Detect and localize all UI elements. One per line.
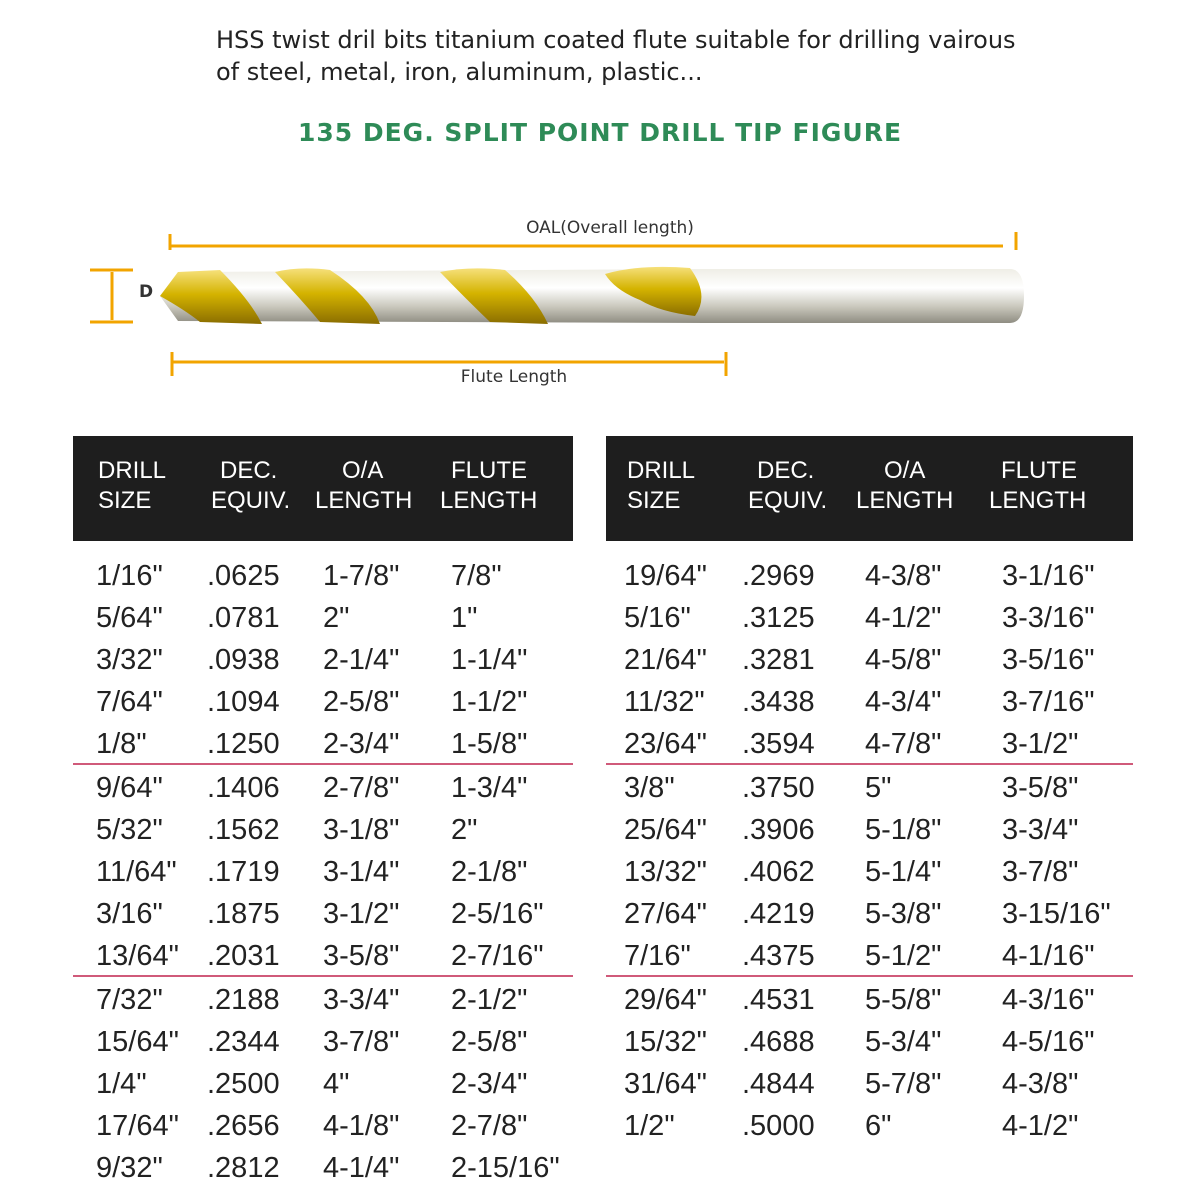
oa-length-cell: 2-5/8" [323, 686, 400, 718]
oa-length-cell: 2" [323, 602, 350, 634]
drill-size-cell: 15/64" [96, 1026, 179, 1058]
oa-length-cell: 4-3/8" [865, 560, 942, 592]
drill-size-cell: 1/16" [96, 560, 163, 592]
intro-line-2: of steel, metal, iron, aluminum, plastic... [216, 58, 703, 86]
drill-size-cell: 9/64" [96, 772, 163, 804]
oa-length-cell: 3-7/8" [323, 1026, 400, 1058]
dec-equiv-cell: .4219 [742, 898, 815, 930]
header-drill-size: DRILL SIZE [98, 457, 167, 514]
table-row [606, 977, 1133, 1019]
drill-size-cell: 19/64" [624, 560, 707, 592]
dec-equiv-cell: .2812 [207, 1152, 280, 1184]
dec-equiv-cell: .0625 [207, 560, 280, 592]
table-row [73, 765, 573, 807]
drill-bit-figure [0, 200, 1200, 400]
dec-equiv-cell: .2500 [207, 1068, 280, 1100]
dec-equiv-cell: .5000 [742, 1110, 815, 1142]
dec-equiv-cell: .3281 [742, 644, 815, 676]
flute-length-cell: 1-1/4" [451, 644, 528, 676]
table-row [606, 1019, 1133, 1061]
flute-length-cell: 2-7/16" [451, 940, 544, 972]
flute-length-cell: 4-1/16" [1002, 940, 1095, 972]
table-row [606, 891, 1133, 933]
flute-length-cell: 3-15/16" [1002, 898, 1111, 930]
flute-length-cell: 4-3/16" [1002, 984, 1095, 1016]
flute-length-cell: 3-7/16" [1002, 686, 1095, 718]
table-header [73, 436, 573, 541]
drill-size-cell: 11/64" [96, 856, 177, 888]
oa-length-cell: 4-3/4" [865, 686, 942, 718]
table-row [73, 891, 573, 933]
table-row [606, 807, 1133, 849]
header-oa-length: O/A LENGTH [856, 457, 954, 514]
oa-length-cell: 3-5/8" [323, 940, 400, 972]
flute-length-cell: 1-5/8" [451, 728, 528, 760]
drill-size-cell: 5/64" [96, 602, 163, 634]
table-header [606, 436, 1133, 541]
dec-equiv-cell: .4531 [742, 984, 815, 1016]
table-row [606, 637, 1133, 679]
oa-length-cell: 4-1/2" [865, 602, 942, 634]
drill-size-cell: 1/4" [96, 1068, 147, 1100]
flute-length-cell: 3-1/2" [1002, 728, 1079, 760]
oa-length-cell: 4-1/4" [323, 1152, 400, 1184]
flute-length-cell: 4-5/16" [1002, 1026, 1095, 1058]
dec-equiv-cell: .0938 [207, 644, 280, 676]
flute-length-cell: 2-3/4" [451, 1068, 528, 1100]
flute-length-cell: 2-1/8" [451, 856, 528, 888]
drill-size-cell: 17/64" [96, 1110, 179, 1142]
drill-size-cell: 23/64" [624, 728, 707, 760]
drill-size-cell: 3/32" [96, 644, 163, 676]
oa-length-cell: 6" [865, 1110, 892, 1142]
flute-length-cell: 1-1/2" [451, 686, 528, 718]
header-flute-length: FLUTE LENGTH [989, 457, 1087, 514]
drill-size-cell: 27/64" [624, 898, 707, 930]
drill-size-cell: 1/8" [96, 728, 147, 760]
dec-equiv-cell: .3438 [742, 686, 815, 718]
drill-size-cell: 7/32" [96, 984, 163, 1016]
header-dec-equiv: DEC. EQUIV. [748, 457, 828, 514]
table-row [73, 933, 573, 977]
table-row [73, 595, 573, 637]
table-row [73, 849, 573, 891]
flute-length-cell: 1" [451, 602, 478, 634]
table-row [73, 679, 573, 721]
oa-length-cell: 3-1/2" [323, 898, 400, 930]
flute-length-cell: 4-1/2" [1002, 1110, 1079, 1142]
drill-size-cell: 7/16" [624, 940, 691, 972]
table-row [73, 1061, 573, 1103]
dec-equiv-cell: .1875 [207, 898, 280, 930]
oal-dimension [170, 214, 1016, 250]
drill-size-table-left [73, 436, 573, 1187]
dec-equiv-cell: .1094 [207, 686, 280, 718]
dec-equiv-cell: .1719 [207, 856, 280, 888]
dec-equiv-cell: .2031 [207, 940, 280, 972]
drill-size-cell: 21/64" [624, 644, 707, 676]
oa-length-cell: 4-1/8" [323, 1110, 400, 1142]
table-row [73, 807, 573, 849]
intro-line-1: HSS twist dril bits titanium coated flute suitable for drilling vairous [216, 26, 1016, 54]
table-row [606, 933, 1133, 977]
flute-dimension [172, 352, 726, 387]
drill-size-cell: 5/32" [96, 814, 163, 846]
table-row [606, 721, 1133, 765]
table-row [606, 765, 1133, 807]
dec-equiv-cell: .1562 [207, 814, 280, 846]
flute-length-cell: 1-3/4" [451, 772, 528, 804]
oa-length-cell: 5-1/2" [865, 940, 942, 972]
flute-length-cell: 2-7/8" [451, 1110, 528, 1142]
diameter-dimension [90, 270, 153, 322]
drill-size-cell: 13/32" [624, 856, 707, 888]
flute-length-cell: 3-1/16" [1002, 560, 1095, 592]
drill-size-table-right [606, 436, 1133, 1145]
intro-text [216, 24, 1036, 88]
drill-size-cell: 1/2" [624, 1110, 675, 1142]
table-row [73, 553, 573, 595]
oa-length-cell: 2-7/8" [323, 772, 400, 804]
table-row [606, 553, 1133, 595]
drill-size-cell: 5/16" [624, 602, 691, 634]
table-row [73, 1145, 573, 1187]
dec-equiv-cell: .0781 [207, 602, 280, 634]
table-row [606, 1103, 1133, 1145]
table-row [73, 977, 573, 1019]
table-row [73, 1019, 573, 1061]
dec-equiv-cell: .1406 [207, 772, 280, 804]
header-drill-size: DRILL SIZE [627, 457, 696, 514]
oa-length-cell: 4-5/8" [865, 644, 942, 676]
table-row [606, 595, 1133, 637]
dec-equiv-cell: .1250 [207, 728, 280, 760]
drill-bit-body [160, 267, 1024, 324]
flute-length-cell: 2-1/2" [451, 984, 528, 1016]
dec-equiv-cell: .3906 [742, 814, 815, 846]
oa-length-cell: 5-3/8" [865, 898, 942, 930]
header-dec-equiv: DEC. EQUIV. [211, 457, 291, 514]
oa-length-cell: 3-3/4" [323, 984, 400, 1016]
dec-equiv-cell: .3594 [742, 728, 815, 760]
table-row [73, 637, 573, 679]
flute-length-cell: 3-3/16" [1002, 602, 1095, 634]
d-label: D [139, 282, 154, 302]
oa-length-cell: 5-7/8" [865, 1068, 942, 1100]
oa-length-cell: 5-1/4" [865, 856, 942, 888]
flute-length-cell: 3-3/4" [1002, 814, 1079, 846]
oa-length-cell: 3-1/8" [323, 814, 400, 846]
oa-length-cell: 5-3/4" [865, 1026, 942, 1058]
table-body [73, 541, 573, 1187]
table-row [606, 679, 1133, 721]
flute-length-cell: 3-7/8" [1002, 856, 1079, 888]
oa-length-cell: 2-3/4" [323, 728, 400, 760]
drill-size-cell: 9/32" [96, 1152, 163, 1184]
flute-length-cell: 2-5/16" [451, 898, 544, 930]
drill-size-cell: 3/16" [96, 898, 163, 930]
header-oa-length: O/A LENGTH [315, 457, 413, 514]
table-row [73, 1103, 573, 1145]
flute-length-cell: 3-5/16" [1002, 644, 1095, 676]
dec-equiv-cell: .3125 [742, 602, 815, 634]
oa-length-cell: 5-5/8" [865, 984, 942, 1016]
dec-equiv-cell: .4375 [742, 940, 815, 972]
drill-size-cell: 25/64" [624, 814, 707, 846]
oa-length-cell: 1-7/8" [323, 560, 400, 592]
dec-equiv-cell: .2188 [207, 984, 280, 1016]
drill-size-cell: 29/64" [624, 984, 707, 1016]
drill-size-cell: 7/64" [96, 686, 163, 718]
table-row [606, 1061, 1133, 1103]
drill-size-cell: 13/64" [96, 940, 179, 972]
oa-length-cell: 4" [323, 1068, 350, 1100]
dec-equiv-cell: .3750 [742, 772, 815, 804]
oal-label: OAL(Overall length) [526, 218, 694, 238]
drill-tip-title: 135 DEG. SPLIT POINT DRILL TIP FIGURE [297, 118, 903, 147]
oa-length-cell: 2-1/4" [323, 644, 400, 676]
table-body [606, 541, 1133, 1145]
dec-equiv-cell: .2656 [207, 1110, 280, 1142]
drill-size-cell: 3/8" [624, 772, 675, 804]
dec-equiv-cell: .4688 [742, 1026, 815, 1058]
oa-length-cell: 5" [865, 772, 892, 804]
oa-length-cell: 3-1/4" [323, 856, 400, 888]
table-row [73, 721, 573, 765]
table-row [606, 849, 1133, 891]
oa-length-cell: 4-7/8" [865, 728, 942, 760]
dec-equiv-cell: .2344 [207, 1026, 280, 1058]
drill-size-cell: 31/64" [624, 1068, 707, 1100]
oa-length-cell: 5-1/8" [865, 814, 942, 846]
flute-label: Flute Length [460, 367, 568, 387]
dec-equiv-cell: .4062 [742, 856, 815, 888]
flute-length-cell: 7/8" [451, 560, 502, 592]
flute-length-cell: 2" [451, 814, 478, 846]
flute-length-cell: 2-5/8" [451, 1026, 528, 1058]
drill-size-cell: 15/32" [624, 1026, 707, 1058]
flute-length-cell: 2-15/16" [451, 1152, 560, 1184]
drill-size-cell: 11/32" [624, 686, 705, 718]
header-flute-length: FLUTE LENGTH [440, 457, 538, 514]
flute-length-cell: 4-3/8" [1002, 1068, 1079, 1100]
dec-equiv-cell: .4844 [742, 1068, 815, 1100]
dec-equiv-cell: .2969 [742, 560, 815, 592]
flute-length-cell: 3-5/8" [1002, 772, 1079, 804]
